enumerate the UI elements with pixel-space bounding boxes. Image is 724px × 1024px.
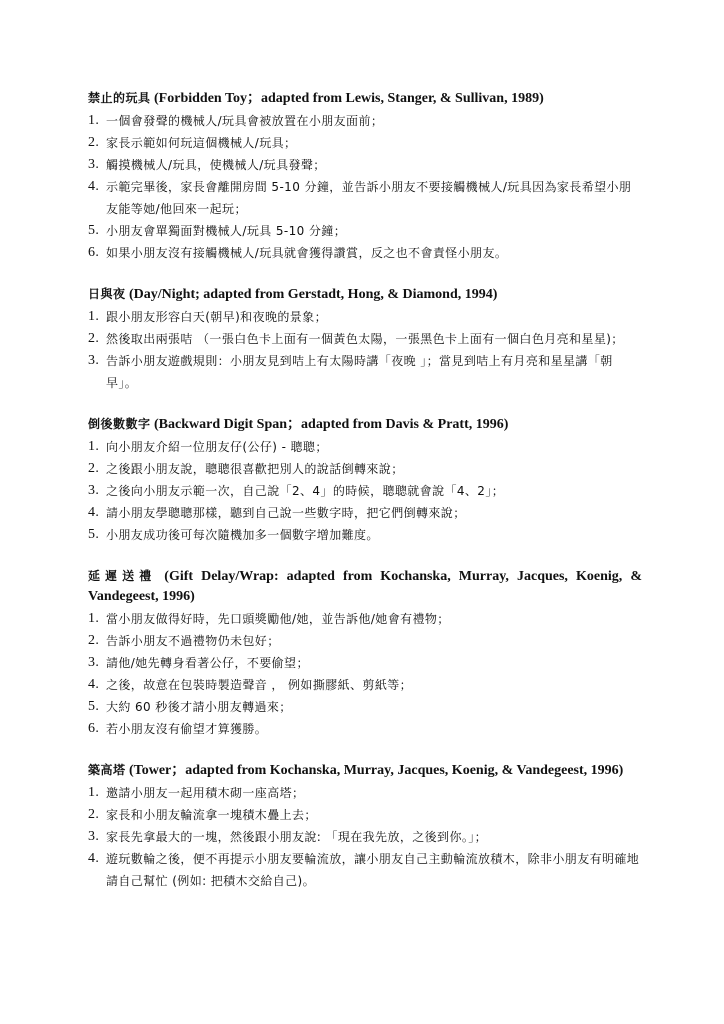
section-tower [88, 760, 642, 892]
step-text: 遊玩數輪之後，便不再提示小朋友要輪流放，讓小朋友自己主動輪流放積木，除非小朋友有明確地請自己幫忙 (例如: 把積木交給自己)。 [106, 852, 640, 888]
section-forbidden-toy [88, 88, 642, 264]
step-text: 家長先拿最大的一塊，然後跟小朋友說: 「現在我先放，之後到你。」； [106, 830, 488, 844]
step-number: 2. [88, 633, 100, 648]
step-number: 1. [88, 439, 100, 454]
section-title-zh: 日與夜 [88, 287, 126, 301]
list-item [88, 242, 642, 264]
step-number: 3. [88, 157, 100, 172]
step-number: 1. [88, 785, 100, 800]
step-list [88, 608, 642, 740]
step-number: 4. [88, 505, 100, 520]
list-item [88, 826, 642, 848]
list-item [88, 328, 642, 350]
list-item [88, 674, 642, 696]
section-title-zh: 禁止的玩具 [88, 91, 151, 105]
section-title-zh: 築高塔 [88, 763, 126, 777]
list-item [88, 696, 642, 718]
step-text: 小朋友成功後可每次隨機加多一個數字增加難度。 [106, 528, 379, 542]
step-text: 之後跟小朋友說，聰聰很喜歡把別人的說話倒轉來說； [106, 462, 404, 476]
step-text: 觸摸機械人/玩具，使機械人/玩具發聲； [106, 158, 326, 172]
step-text: 大約 60 秒後才請小朋友轉過來； [106, 700, 292, 714]
list-item [88, 782, 642, 804]
section-title-en: (Tower；adapted from Kochanska, Murray, Jacques, Koenig, & Vandegeest, 1996) [125, 763, 624, 778]
list-item [88, 718, 642, 740]
step-number: 2. [88, 461, 100, 476]
step-text: 告訴小朋友遊戲規則：小朋友見到咭上有太陽時講「夜晚 」；當見到咭上有月亮和星星講「朝早」。 [106, 354, 613, 390]
list-item [88, 848, 642, 892]
list-item [88, 804, 642, 826]
step-number: 2. [88, 331, 100, 346]
step-text: 家長和小朋友輪流拿一塊積木疊上去； [106, 808, 317, 822]
step-number: 1. [88, 611, 100, 626]
step-number: 3. [88, 353, 100, 368]
step-number: 5. [88, 223, 100, 238]
list-item [88, 524, 642, 546]
step-number: 1. [88, 309, 100, 324]
step-list [88, 110, 642, 264]
section-gift-delay [88, 566, 642, 740]
list-item [88, 436, 642, 458]
step-text: 跟小朋友形容白天(朝早)和夜晚的景象； [106, 310, 327, 324]
step-number: 4. [88, 677, 100, 692]
step-number: 3. [88, 483, 100, 498]
step-text: 請小朋友學聰聰那樣，聽到自己說一些數字時，把它們倒轉來說； [106, 506, 466, 520]
step-number: 4. [88, 179, 100, 194]
list-item [88, 502, 642, 524]
section-title-en: (Gift Delay/Wrap: adapted from Kochanska, Murray, Jacques, Koenig, & Vandegeest, 1996) [88, 569, 642, 604]
list-item [88, 652, 642, 674]
step-text: 之後，故意在包裝時製造聲音 ， 例如撕膠紙、剪紙等； [106, 678, 413, 692]
step-number: 2. [88, 807, 100, 822]
list-item [88, 350, 642, 394]
section-title-en: (Day/Night; adapted from Gerstadt, Hong, & Diamond, 1994) [125, 287, 498, 302]
step-number: 5. [88, 527, 100, 542]
list-item [88, 306, 642, 328]
section-title-en: (Backward Digit Span；adapted from Davis & Pratt, 1996) [150, 417, 509, 432]
step-number: 3. [88, 829, 100, 844]
section-day-night [88, 284, 642, 394]
list-item [88, 110, 642, 132]
step-text: 向小朋友介紹一位朋友仔(公仔) - 聰聰； [106, 440, 328, 454]
step-text: 示範完畢後，家長會離開房間 5-10 分鐘，並告訴小朋友不要接觸機械人/玩具因為家長希望小朋友能等她/他回來一起玩； [106, 180, 632, 216]
section-title [88, 566, 642, 607]
section-title-en: (Forbidden Toy；adapted from Lewis, Stanger, & Sullivan, 1989) [150, 91, 544, 106]
step-text: 家長示範如何玩這個機械人/玩具； [106, 136, 297, 150]
step-number: 4. [88, 851, 100, 866]
step-list [88, 782, 642, 892]
list-item [88, 630, 642, 652]
section-title-zh: 延遲送禮 [88, 569, 157, 583]
step-number: 2. [88, 135, 100, 150]
step-number: 6. [88, 245, 100, 260]
section-title [88, 284, 642, 305]
step-text: 然後取出兩張咭 （一張白色卡上面有一個黃色太陽，一張黑色卡上面有一個白色月亮和星星)； [106, 332, 624, 346]
list-item [88, 154, 642, 176]
section-title [88, 760, 642, 781]
step-number: 5. [88, 699, 100, 714]
step-text: 告訴小朋友不過禮物仍未包好； [106, 634, 280, 648]
step-text: 如果小朋友沒有接觸機械人/玩具就會獲得讚賞，反之也不會責怪小朋友。 [106, 246, 508, 260]
step-text: 邀請小朋友一起用積木砌一座高塔； [106, 786, 305, 800]
list-item [88, 458, 642, 480]
step-number: 3. [88, 655, 100, 670]
step-text: 請他/她先轉身看著公仔，不要偷望； [106, 656, 309, 670]
step-number: 1. [88, 113, 100, 128]
step-text: 當小朋友做得好時，先口頭獎勵他/她，並告訴他/她會有禮物； [106, 612, 450, 626]
step-number: 6. [88, 721, 100, 736]
step-text: 之後向小朋友示範一次，自己說「2、4」的時候，聰聰就會說「4、2」； [106, 484, 505, 498]
section-title [88, 88, 642, 109]
section-title [88, 414, 642, 435]
step-text: 一個會發聲的機械人/玩具會被放置在小朋友面前； [106, 114, 384, 128]
step-text: 若小朋友沒有偷望才算獲勝。 [106, 722, 268, 736]
step-text: 小朋友會單獨面對機械人/玩具 5-10 分鐘； [106, 224, 347, 238]
step-list [88, 306, 642, 394]
section-backward-digit-span [88, 414, 642, 546]
list-item [88, 132, 642, 154]
section-title-zh: 倒後數數字 [88, 417, 151, 431]
list-item [88, 608, 642, 630]
list-item [88, 480, 642, 502]
step-list [88, 436, 642, 546]
list-item [88, 176, 642, 220]
list-item [88, 220, 642, 242]
